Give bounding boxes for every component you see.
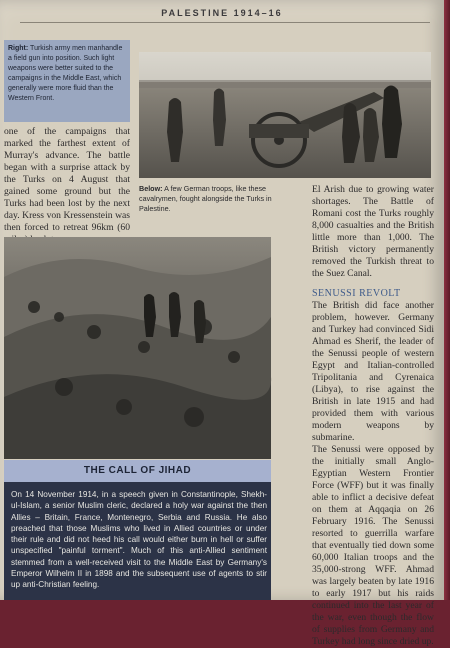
sidebar-caption-label: Right: — [8, 45, 29, 52]
right-column-para-1: El Arish due to growing water shortages. The Battle of Romani cost the Turks roughly 8,000 casualties and the British little more than 1,000. The British victory permanently removed the Turkish threat to the Suez Canal. — [312, 184, 434, 279]
photo-cavalrymen — [4, 237, 271, 459]
sidebar-caption-text: Turkish army men manhandle a field gun into position. Such light weapons were better suited to the campaigns in the Middle East, which generally were more fluid than the Western Front. — [8, 45, 123, 102]
photo-field-gun — [139, 52, 431, 178]
left-column-text: one of the campaigns that marked the farthest extent of Murray's advance. The battle began with a surprise attack by the Turks on 4 August that gained some ground but the Turks had been lost by the next day. Kress von Kressenstein was then forced to retreat 96km (60 — [4, 126, 130, 233]
jihad-feature-box — [4, 460, 271, 600]
header-rule — [20, 22, 430, 23]
jihad-box-title: THE CALL OF JIHAD — [4, 460, 271, 482]
right-column-para-3: The Senussi were opposed by the initially small Anglo-Egyptian Western Frontier Force (WFF) but it was finally able to inflict a decisive defeat on them at Aqqaqia on 26 February 1916. The Senussi resorted to guerrilla warfare that eventually tied down some 60,000 Italian troops and the 35,000-strong WFF. Ahmad was largely beaten by late 1916 to early 1917 but his raids continued into the last year of the war, even though the flow of supplies from Germany and Turkey had long since dried up. — [312, 444, 434, 647]
right-column — [312, 184, 434, 648]
jihad-box-text: On 14 November 1914, in a speech given in Constantinople, Shekh-ul-Islam, a senior Muslim cleric, declared a holy war against the then Allies – Britain, France, Montenegro, Serbia and Russia. He also preached that those Muslims who lived in Allied countries or under their rule and did not heed his call would either burn in hell or suffer unspecified "painful torment". Much of this anti-Allied sentiment stemmed from a well-received visit to the Middle East by Germany's Emperor Wilhelm II in 1898 and the subsequent use of agents to stir up anti-Christian feeling. — [11, 490, 267, 590]
running-head: PALESTINE 1914–16 — [161, 8, 283, 18]
sidebar-caption-box — [4, 40, 130, 122]
photo-top-caption — [139, 184, 289, 214]
book-binding-edge — [444, 0, 450, 600]
right-column-para-2: The British did face another problem, however. Germany and Turkey had convinced Sidi Ahmad es Sherif, the leader of the Senussi people of western Egypt and Italian-controlled Tripolitania and Cyrenaica (Libya), to rise against the British in late 1915 and had provided them with various modern weapons by submarine. — [312, 300, 434, 443]
section-heading-senussi: SENUSSI REVOLT — [312, 288, 401, 299]
photo-top-caption-label: Below: — [139, 184, 163, 193]
photo-top-caption-text: A few German troops, like these cavalrymen, fought alongside the Turks in Palestine. — [139, 184, 272, 213]
